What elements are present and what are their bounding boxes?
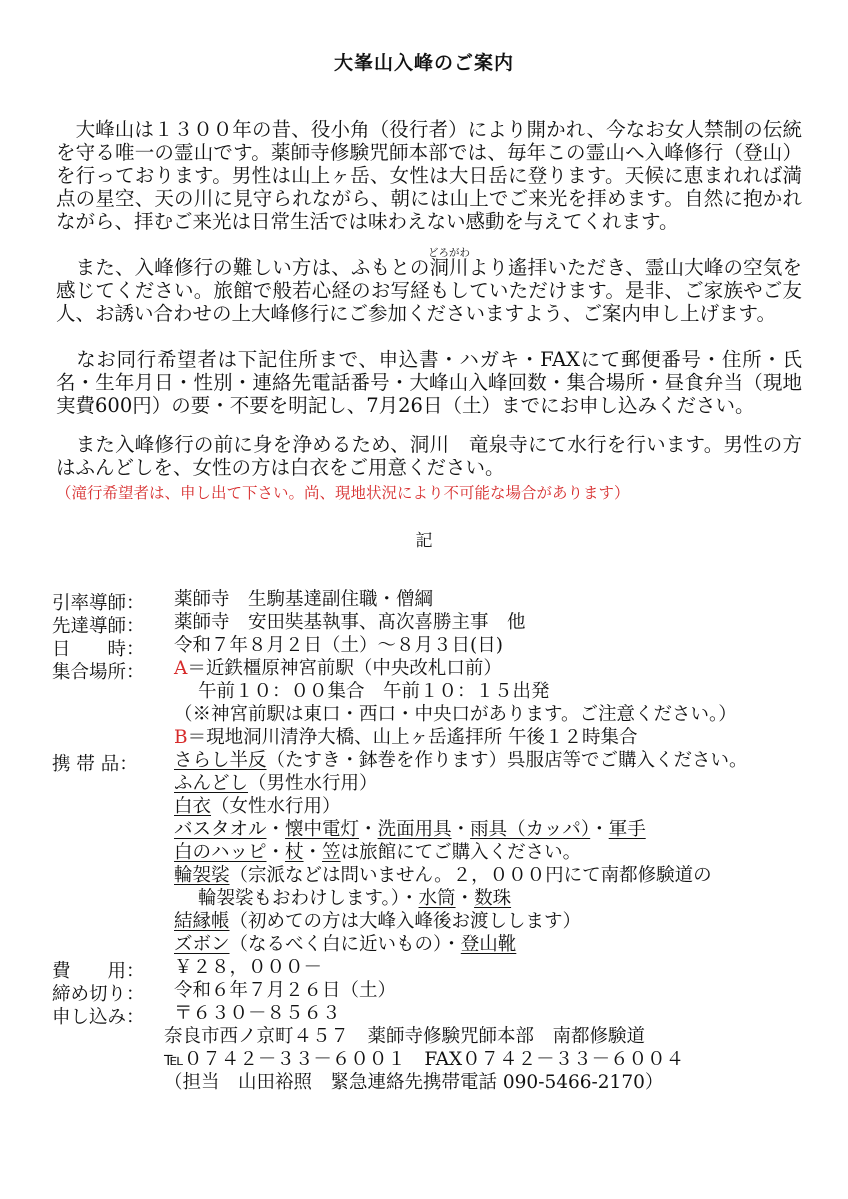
item-prayer-beads: 数珠	[474, 888, 512, 909]
meeting-a-note: （※神宮前駅は東口・西口・中央口があります。ご注意ください。）	[174, 704, 737, 725]
item-water-bottle: 水筒	[418, 888, 456, 909]
item-kechien-name: 結縁帳	[174, 911, 230, 932]
paragraph-2-end: より遙拝いただき、霊山大峰の空気を感じてください。旅館で般若心経のお写経もしていただけます。是非、ご家族やご友人、お誘い合わせの上大峰修行にご参加くださいますよう、ご案内申し上げます。	[56, 256, 802, 325]
address: 奈良市西ノ京町４５７ 薬師寺修験咒師本部 南都修験道	[164, 1026, 646, 1047]
meeting-place-b	[174, 727, 638, 749]
meeting-a-time: 午前１０：００集合 午前１０：１５出発	[198, 681, 550, 702]
ruby-reading: どろがわ	[428, 247, 471, 259]
item-staff: 杖	[285, 842, 304, 863]
item-sarashi-desc: （たすき・鉢巻を作ります）呉服店等でご購入ください。	[266, 750, 748, 771]
waterfall-note: （滝行希望者は、申し出て下さい。尚、現地状況により不可能な場合があります）	[56, 484, 630, 502]
tel-fax: ℡０７４２－３３－６００１ FAX０７４２－３３－６００４	[164, 1049, 685, 1070]
fee-value: ￥２８，０００－	[174, 957, 323, 978]
dorogawa-ruby	[428, 247, 471, 279]
item-hakui-desc: （女性水行用）	[211, 796, 341, 817]
meeting-a-mark: A	[174, 658, 188, 679]
fee-label: 費 用：	[52, 961, 145, 982]
item-fundoshi-name: ふんどし	[174, 773, 249, 794]
date-label: 日 時：	[52, 639, 145, 660]
intro-paragraph-2	[56, 247, 802, 325]
item-towel-line: バスタオル・懐中電灯・洗面用具・雨具（カッパ）・軍手	[174, 819, 646, 840]
guide-label: 先達導師：	[52, 616, 145, 637]
item-fundoshi-desc: （男性水行用）	[248, 773, 378, 794]
items-label: 携 帯 品：	[52, 754, 138, 775]
item-wagesa-cont-text: 輪袈裟もおわけします。）・	[198, 888, 419, 909]
item-pants-name: ズボン	[174, 934, 230, 955]
postal-code: 〒６３０－８５６３	[174, 1003, 341, 1024]
item-fundoshi	[174, 773, 378, 795]
item-kechien	[174, 911, 581, 933]
guide-value: 薬師寺 安田奘基執事、髙次喜勝主事 他	[174, 612, 526, 633]
item-wagesa	[174, 865, 712, 887]
leader-label: 引率導師：	[52, 593, 145, 614]
item-sarashi	[174, 750, 748, 772]
item-wagesa-name: 輪袈裟	[174, 865, 230, 886]
item-pants	[174, 934, 516, 956]
paragraph-2-start: また、入峰修行の難しい方は、ふもとの	[56, 256, 430, 279]
item-rain-gear: 雨具（カッパ）	[470, 819, 591, 840]
item-pants-desc: （なるべく白に近いもの）・	[229, 934, 461, 955]
item-happi: 白のハッピ	[174, 842, 267, 863]
item-flashlight: 懐中電灯	[285, 819, 360, 840]
intro-paragraph-4: また入峰修行の前に身を浄めるため、洞川 竜泉寺にて水行を行います。男性の方はふんどしを、女性の方は白衣をご用意ください。	[56, 433, 802, 479]
meeting-place-a	[174, 658, 502, 680]
apply-label: 申し込み：	[52, 1007, 145, 1028]
meeting-a-text: ＝近鉄橿原神宮前駅（中央改札口前）	[187, 658, 502, 679]
ruby-base: 洞川	[429, 256, 469, 279]
item-work-gloves: 軍手	[608, 819, 646, 840]
item-happi-line: 白のハッピ・杖・笠は旅館にてご購入ください。	[174, 842, 582, 863]
deadline-value: 令和６年７月２６日（土）	[174, 980, 397, 1001]
date-value: 令和７年８月２日（土）～８月３日(日)	[174, 635, 503, 656]
item-bath-towel: バスタオル	[174, 819, 267, 840]
item-sarashi-name: さらし半反	[174, 750, 267, 771]
contact-person: （担当 山田裕照 緊急連絡先携帯電話 090-5466-2170）	[164, 1072, 664, 1093]
item-hiking-boots: 登山靴	[460, 934, 517, 955]
meeting-place-label: 集合場所：	[52, 662, 145, 683]
item-happi-note: は旅館にてご購入ください。	[340, 842, 582, 863]
item-hakui	[174, 796, 341, 818]
intro-paragraph-3: なお同行希望者は下記住所まで、申込書・ハガキ・FAXにて郵便番号・住所・氏名・生年月日・性別・連絡先電話番号・大峰山入峰回数・集合場所・昼食弁当（現地実費600円）の要・不要を明記し、7月26日（土）までにお申し込みください。	[56, 348, 802, 417]
item-toiletries: 洗面用具	[377, 819, 452, 840]
ki-heading: 記	[415, 531, 433, 551]
intro-paragraph-1: 大峰山は１３００年の昔、役小角（役行者）により開かれ、今なお女人禁制の伝統を守る唯一の霊山です。薬師寺修験咒師本部では、毎年この霊山へ入峰修行（登山）を行っております。男性は山上ヶ岳、女性は大日岳に登ります。天候に恵まれれば満点の星空、天の川に見守られながら、朝には山上でご来光を拝めます。自然に抱かれながら、拝むご来光は日常生活では味わえない感動を与えてくれます。	[56, 118, 802, 233]
deadline-label: 締め切り：	[52, 984, 145, 1005]
meeting-b-mark: B	[174, 727, 188, 748]
leader-value: 薬師寺 生駒基達副住職・僧綱	[174, 589, 434, 610]
item-wagesa-cont: 輪袈裟もおわけします。）・水筒・数珠	[198, 888, 512, 909]
item-wagesa-desc: （宗派などは問いません。２，０００円にて南都修験道の	[229, 865, 712, 886]
page-title: 大峯山入峰のご案内	[333, 52, 514, 74]
item-kechien-desc: （初めての方は大峰入峰後お渡しします）	[229, 911, 582, 932]
item-hakui-name: 白衣	[174, 796, 212, 817]
item-hat: 笠	[322, 842, 341, 863]
meeting-b-text: ＝現地洞川清浄大橋、山上ヶ岳遙拝所 午後１２時集合	[187, 727, 638, 748]
